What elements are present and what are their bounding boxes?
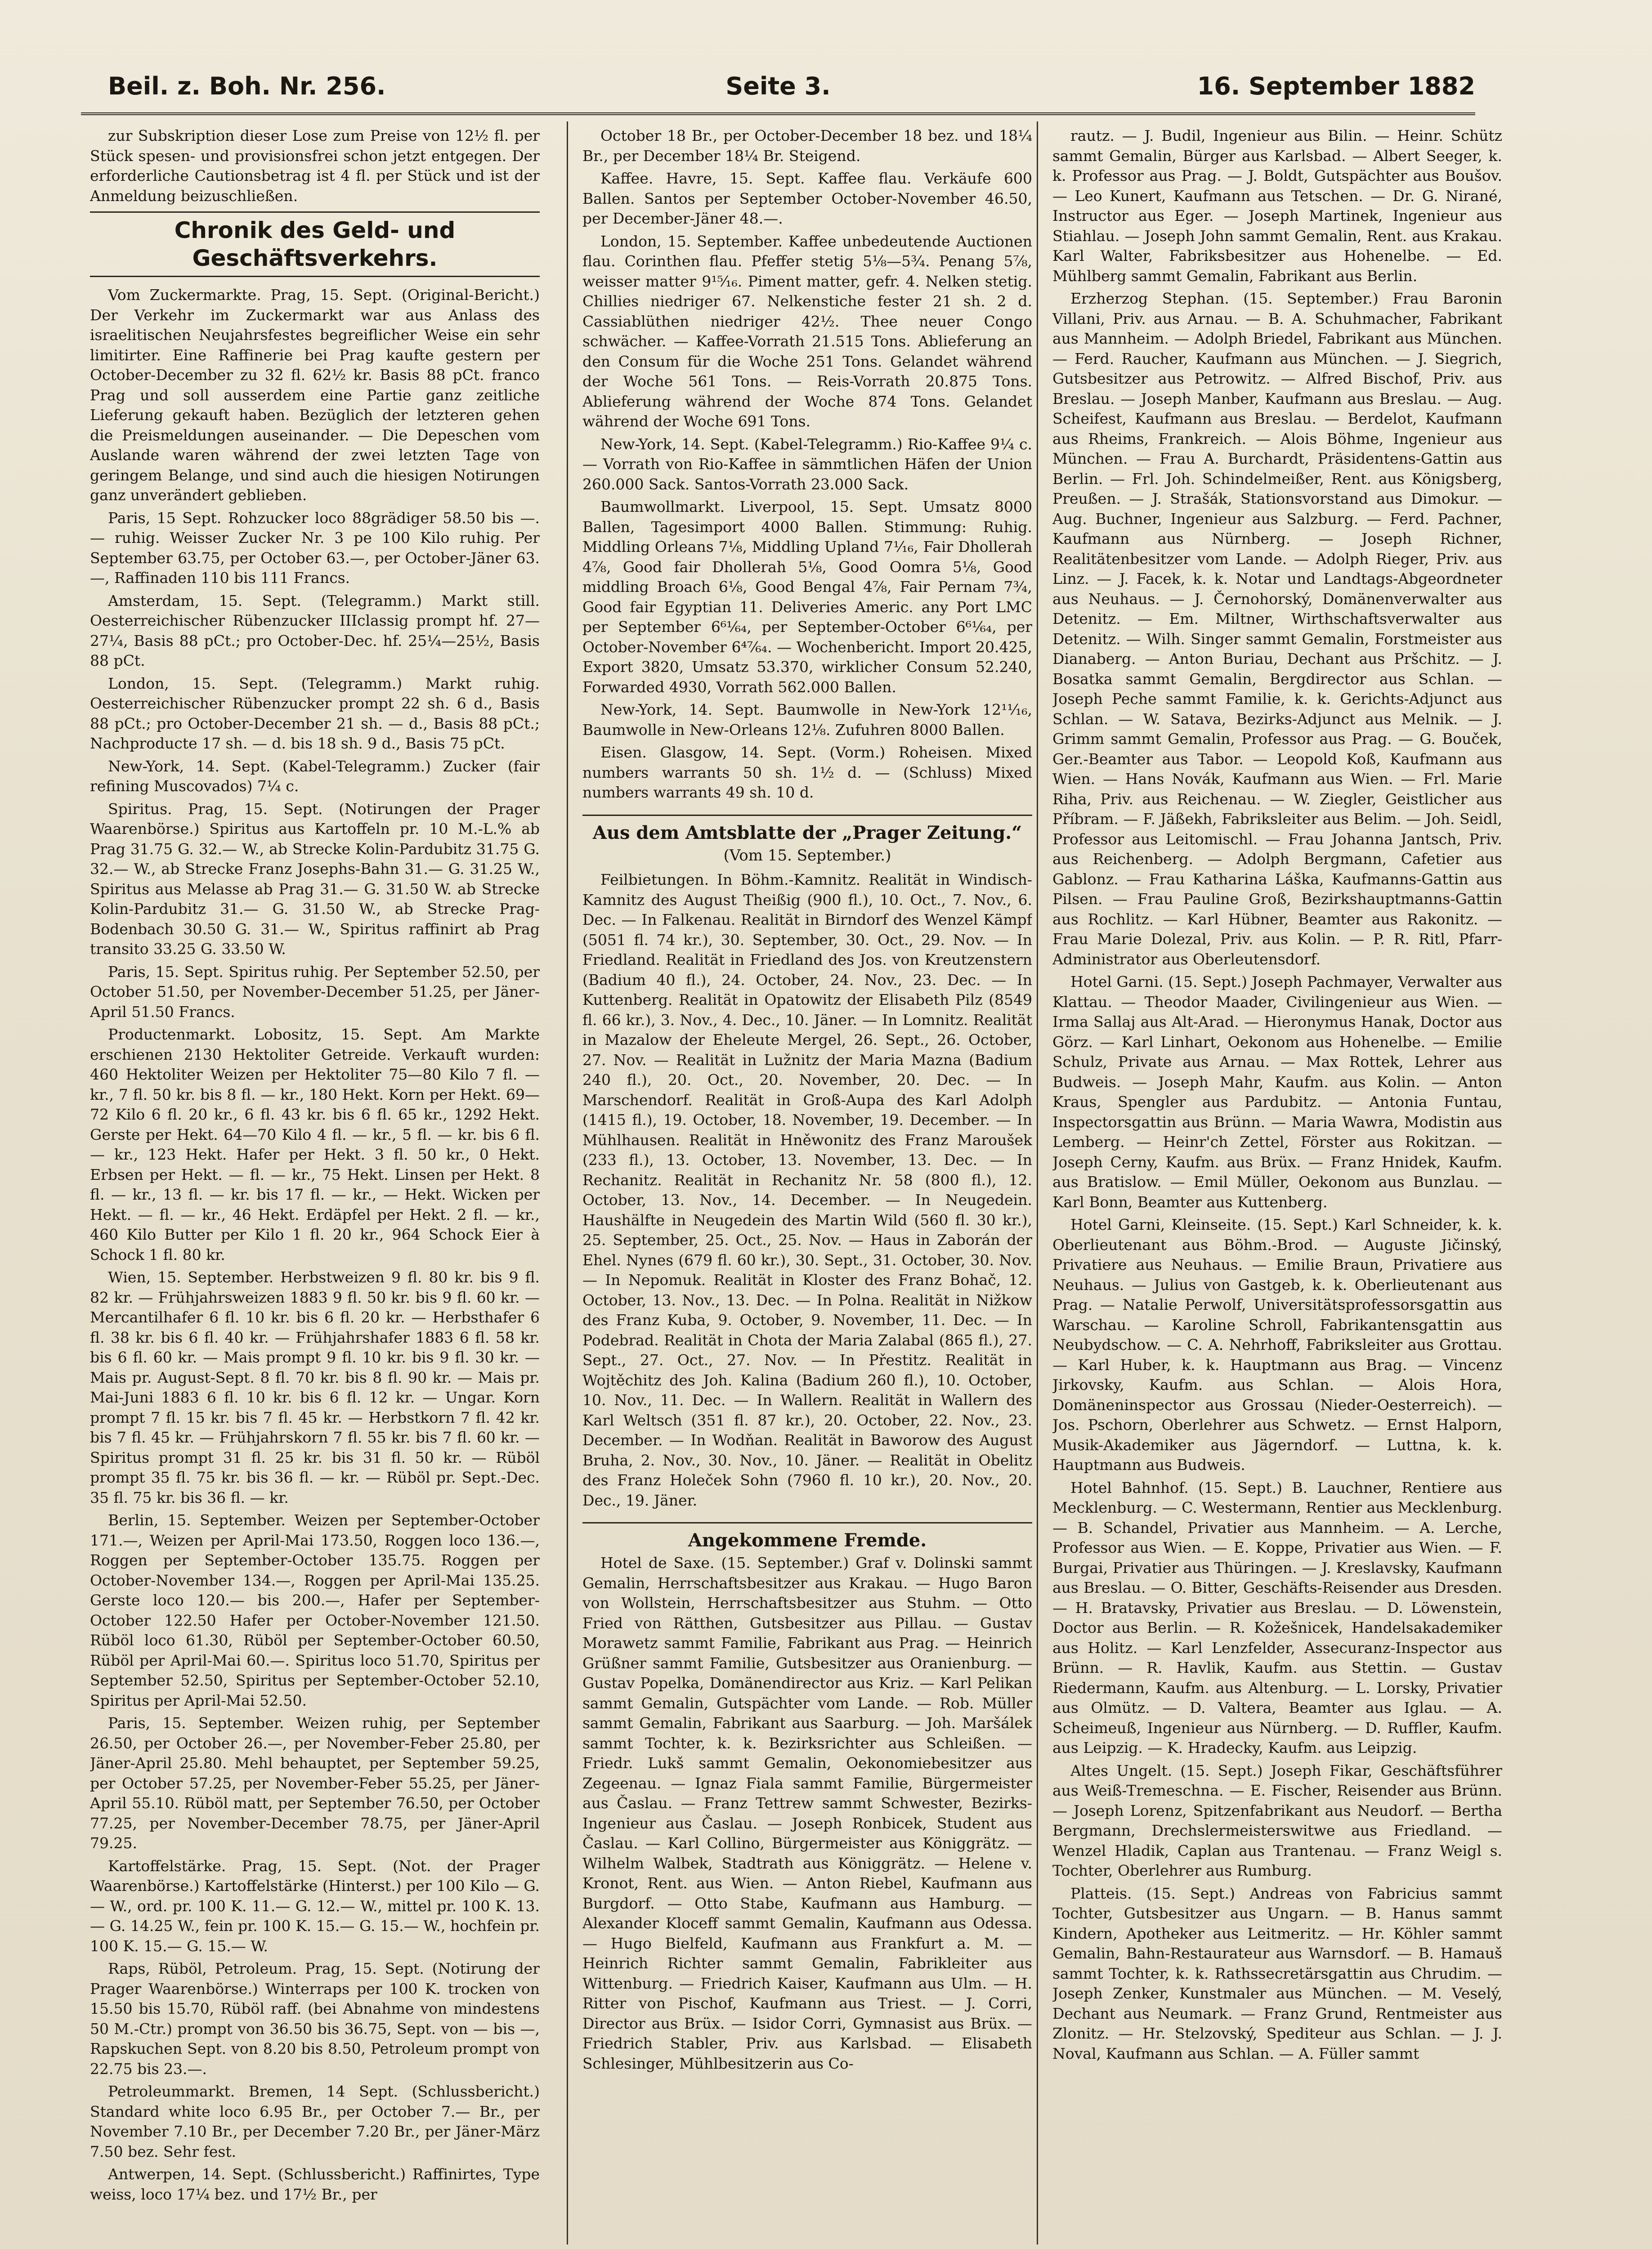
page-number: Seite 3.	[725, 72, 831, 100]
column-left	[90, 126, 540, 2240]
arrivals-hotel-bahnhof: Hotel Bahnhof. (15. Sept.) B. Lauchner, Rentiere aus Mecklenburg. — C. Westermann, Rentier aus Mecklenburg. — B. Schandel, Privatier aus Mannheim. — A. Lerche, Professor aus Wien. — E. Koppe, Privatier aus Wien. — F. Burgai, Privatier aus Thüringen. — J. Kreslavsky, Kaufmann aus Breslau. — O. Bitter, Geschäfts-Reisender aus Dresden. — H. Bratavsky, Privatier aus Breslau. — D. Löwenstein, Doctor aus Berlin. — R. Kožešnicek, Handelsakademiker aus Holitz. — Karl Lenzfelder, Assecuranz-Inspector aus Brünn. — R. Havlik, Kaufm. aus Stettin. — Gustav Riedermann, Kaufm. aus Altenburg. — L. Lorsky, Privatier aus Olmütz. — D. Valtera, Beamter aus Iglau. — A. Scheimeuß, Ingenieur aus Nürnberg. — D. Ruffler, Kaufm. aus Leipzig. — K. Hradecky, Kaufm. aus Leipzig.	[1052, 1478, 1502, 1756]
sugar-paris: Paris, 15 Sept. Rohzucker loco 88grädiger 58.50 bis —.— ruhig. Weisser Zucker Nr. 3 pe 100 Kilo ruhig. Per September 63.75, per October 63.—, per October-Jäner 63.—, Raffinaden 110 bis 111 Francs.	[90, 509, 540, 587]
produce-paris: Paris, 15. September. Weizen ruhig, per September 26.50, per October 26.—, per November-Feber 25.80, per Jäner-April 25.80. Mehl behauptet, per September 59.25, per October 57.25, per November-Feber 55.25, per Jäner-April 55.10. Rüböl matt, per September 76.50, per October 77.25, per November-December 78.75, per Jäner-April 79.25.	[90, 1714, 540, 1852]
arrivals-hotel-garni-kleinseite: Hotel Garni, Kleinseite. (15. Sept.) Karl Schneider, k. k. Oberlieutenant aus Böhm.-Brod. — Auguste Jičinský, Privatiere aus Neuhaus. — Emilie Braun, Privatiere aus Neuhaus. — Julius von Gastgeb, k. k. Oberlieutenant aus Prag. — Natalie Perwolf, Universitätsprofessorsgattin aus Warschau. — Karoline Schroll, Fabrikantensgattin aus Neubydschow. — C. A. Nehrhoff, Fabriksleiter aus Grottau. — Karl Huber, k. k. Hauptmann aus Brag. — Vincenz Jirkovsky, Kaufm. aus Schlan. — Alois Hora, Domäneninspector aus Grossau (Nieder-Oesterreich). — Jos. Pschorn, Oberlehrer aus Schwetz. — Ernst Halporn, Musik-Akademiker aus Jägerndorf. — Luttna, k. k. Hauptmann aus Budweis.	[1052, 1216, 1502, 1474]
coffee-havre: Kaffee. Havre, 15. Sept. Kaffee flau. Verkäufe 600 Ballen. Santos per September October-November 46.50, per December-Jäner 48.—.	[582, 170, 1032, 227]
petroleum-antwerp: Antwerpen, 14. Sept. (Schlussbericht.) Raffinirtes, Type weiss, loco 17¼ bez. und 17½ Br., per	[90, 2165, 540, 2203]
produce-berlin: Berlin, 15. September. Weizen per September-October 171.—, Weizen per April-Mai 173.50, Roggen loco 136.—, Roggen per September-October 135.75. Roggen per October-November 134.—, Roggen per April-Mai 135.25. Gerste loco 120.— bis 200.—, Hafer per September-October 122.50 Hafer per October-November 121.50. Rüböl loco 61.30, Rüböl per September-October 60.50, Rüböl per April-Mai 60.—. Spiritus loco 51.70, Spiritus per September 52.50, Spiritus per September-October 52.10, Spiritus per April-Mai 52.50.	[90, 1511, 540, 1709]
column-divider	[567, 121, 568, 2245]
issue-date: 16. September 1882	[1197, 72, 1475, 100]
page-header	[81, 63, 1475, 115]
column-divider	[1037, 121, 1038, 2245]
petroleum-antwerp-cont: October 18 Br., per October-December 18 bez. und 18¼ Br., per December 18¼ Br. Steigend.	[582, 127, 1032, 165]
column-middle	[582, 126, 1032, 2240]
sugar-market-prague: Vom Zuckermarkte. Prag, 15. Sept. (Original-Bericht.) Der Verkehr im Zuckermarkt war aus Anlass des israelitischen Neujahrsfestes begreiflicher Weise ein sehr limitirter. Eine Raffinerie bei Prag kaufte gestern per October-December zu 32 fl. 62½ kr. Basis 88 pCt. franco Prag und soll ausserdem eine Partie ganz zeitliche Lieferung gekauft haben. Bezüglich der letzteren gehen die Preismeldungen auseinander. — Die Depeschen vom Auslande waren während der zwei letzten Tage von geringem Belange, und sind auch die hiesigen Notirungen ganz unverändert geblieben.	[90, 286, 540, 504]
arrivals-altes-ungelt: Altes Ungelt. (15. Sept.) Joseph Fikar, Geschäftsführer aus Weiß-Tremeschna. — E. Fischer, Reisender aus Brünn. — Joseph Lorenz, Spitzenfabrikant aus Neudorf. — Bertha Bergmann, Drechslermeisterswitwe aus Friedland. — Wenzel Hladik, Caplan aus Trantenau. — Franz Weigl s. Tochter, Oberlehrer aus Rumburg.	[1052, 1761, 1502, 1879]
section-title-gazette: Aus dem Amtsblatte der „Prager Zeitung.“	[582, 815, 1032, 844]
arrivals-erzherzog-stephan: Erzherzog Stephan. (15. September.) Frau Baronin Villani, Priv. aus Arnau. — B. A. Schuhmacher, Fabrikant aus Mannheim. — Adolph Briedel, Fabrikant aus München. — Ferd. Raucher, Kaufmann aus München. — J. Siegrich, Gutsbesitzer aus Petrowitz. — Alfred Bischof, Priv. aus Breslau. — Joseph Manber, Kaufmann aus Breslau. — Aug. Scheifest, Kaufmann aus Breslau. — Berdelot, Kaufmann aus Rheims, Frankreich. — Alois Böhme, Ingenieur aus München. — Frau A. Burchardt, Präsidentens-Gattin aus Berlin. — Frl. Joh. Schindelmeißer, Rent. aus Königsberg, Preußen. — J. Strašák, Stationsvorstand aus Dimokur. — Aug. Buchner, Ingenieur aus Salzburg. — Ferd. Pachner, Kaufmann aus Nürnberg. — Joseph Richner, Realitätenbesitzer vom Lande. — Adolph Rieger, Priv. aus Linz. — J. Facek, k. k. Notar und Landtags-Abgeordneter aus Neuhaus. — J. Černohorský, Domänenverwalter aus Detenitz. — Em. Miltner, Wirthschaftsverwalter aus Detenitz. — Wilh. Singer sammt Gemalin, Forstmeister aus Dianaberg. — Anton Buriau, Dechant aus Pršchitz. — J. Bosatka sammt Gemalin, Bergdirector aus Schlan. — Joseph Peche sammt Familie, k. k. Gerichts-Adjunct aus Schlan. — W. Satava, Bezirks-Adjunct aus Melnik. — J. Grimm sammt Gemalin, Professor aus Prag. — G. Bouček, Ger.-Beamter aus Tabor. — Leopold Koß, Kaufmann aus Wien. — Hans Novák, Kaufmann aus Wien. — Frl. Marie Riha, Priv. aus Reichenau. — W. Ziegler, Geistlicher aus Příbram. — F. Jäßekh, Fabriksleiter aus Belim. — Joh. Seidl, Professor aus Leitomischl. — Frau Johanna Jantsch, Priv. aus Reichenberg. — Adolph Bergmann, Cafetier aus Gablonz. — Frau Katharina Láška, Kaufmanns-Gattin aus Pilsen. — Frau Pauline Groß, Bezirkshauptmanns-Gattin aus Rochlitz. — Karl Hübner, Beamter aus Rakonitz. — Frau Marie Dolezal, Priv. aus Kolin. — P. R. Ritl, Pfarr-Administrator aus Oberleutensdorf.	[1052, 290, 1502, 968]
arrivals-platteis: Platteis. (15. Sept.) Andreas von Fabricius sammt Tochter, Gutsbesitzer aus Ungarn. — B. Hanus sammt Kindern, Apotheker aus Leitmeritz. — Hr. Köhler sammt Gemalin, Bahn-Restaurateur aus Warnsdorf. — B. Hamauš sammt Tochter, k. k. Rathssecretärsgattin aus Chrudim. — Joseph Zenker, Kunstmaler aus München. — M. Veselý, Dechant aus Neumark. — Franz Grund, Rentmeister aus Zlonitz. — Hr. Stelzovský, Spediteur aus Schlan. — J. J. Noval, Kaufmann aus Schlan. — A. Füller sammt	[1052, 1884, 1502, 2062]
coffee-london: London, 15. September. Kaffee unbedeutende Auctionen flau. Corinthen flau. Pfeffer stetig 5⅛—5¾. Penang 5⅞, weisser matter 9¹⁵⁄₁₆. Piment matter, gefr. 4. Nelken stetig. Chillies niedriger 67. Nelkenstiche fester 21 sh. 2 d. Cassiablüthen niedriger 42½. Thee neuer Congo schwächer. — Kaffee-Vorrath 21.515 Tons. Ablieferung an den Consum für die Woche 251 Tons. Gelandet während der Woche 561 Tons. — Reis-Vorrath 20.875 Tons. Ablieferung während der Woche 874 Tons. Gelandet während der Woche 691 Tons.	[582, 232, 1032, 430]
sugar-amsterdam: Amsterdam, 15. Sept. (Telegramm.) Markt still. Oesterreichischer Rübenzucker IIIclassig prompt hf. 27—27¼, Basis 88 pCt.; pro October-Dec. hf. 25¼—25½, Basis 88 pCt.	[90, 591, 540, 669]
sugar-london: London, 15. Sept. (Telegramm.) Markt ruhig. Oesterreichischer Rübenzucker prompt 22 sh. 6 d., Basis 88 pCt.; pro October-December 21 sh. — d., Basis 88 pCt.; Nachproducte 17 sh. — d. bis 18 sh. 9 d., Basis 75 pCt.	[90, 674, 540, 752]
supplement-number: Beil. z. Boh. Nr. 256.	[108, 72, 386, 100]
spirits-prague: Spiritus. Prag, 15. Sept. (Notirungen der Prager Waarenbörse.) Spiritus aus Kartoffeln pr. 10 M.-L.% ab Prag 31.75 G. 32.— W., ab Strecke Kolin-Pardubitz 31.75 G. 32.— W., ab Strecke Franz Josephs-Bahn 31.— G. 31.25 W., Spiritus aus Melasse ab Prag 31.— G. 31.50 W. ab Strecke Kolin-Pardubitz 31.— G. 31.50 W., ab Strecke Prag-Bodenbach 30.50 G. 31.— W., Spiritus raffinirt ab Prag transito 33.25 G. 33.50 W.	[90, 800, 540, 958]
column-right	[1052, 126, 1502, 2240]
arrivals-hotel-de-saxe: Hotel de Saxe. (15. September.) Graf v. Dolinski sammt Gemalin, Herrschaftsbesitzer aus Krakau. — Hugo Baron von Wollstein, Herrschaftsbesitzer aus Stuhm. — Otto Fried von Rätthen, Gutsbesitzer aus Pillau. — Gustav Morawetz sammt Familie, Fabrikant aus Prag. — Heinrich Grüßner sammt Familie, Gutsbesitzer aus Oranienburg. — Gustav Popelka, Domänendirector aus Kriz. — Karl Pelikan sammt Gemalin, Gutspächter vom Lande. — Rob. Müller sammt Gemalin, Fabrikant aus Saarburg. — Joh. Maršálek sammt Tochter, k. k. Bezirksrichter aus Schleißen. — Friedr. Lukš sammt Gemalin, Oekonomiebesitzer aus Zegeenau. — Ignaz Fiala sammt Familie, Bürgermeister aus Časlau. — Franz Tettrew sammt Schwester, Bezirks-Ingenieur aus Časlau. — Joseph Ronbicek, Student aus Časlau. — Karl Collino, Bürgermeister aus Königgrätz. — Wilhelm Walbek, Stadtrath aus Königgrätz. — Helene v. Kronot, Rent. aus Wien. — Anton Riebel, Kaufmann aus Burgdorf. — Otto Stabe, Kaufmann aus Hamburg. — Alexander Kloceff sammt Gemalin, Kaufmann aus Odessa. — Hugo Bielfeld, Kaufmann aus Frankfurt a. M. — Heinrich Richter sammt Gemalin, Fabrikleiter aus Wittenburg. — Friedrich Kaiser, Kaufmann aus Ulm. — H. Ritter von Pischof, Kaufmann aus Triest. — J. Corri, Director aus Brüx. — Isidor Corri, Gymnasist aus Brüx. — Friedrich Stabler, Priv. aus Karlsbad. — Elisabeth Schlesinger, Mühlbesitzerin aus Co-	[582, 1554, 1032, 2072]
arrivals-hotel-de-saxe-cont: rautz. — J. Budil, Ingenieur aus Bilin. — Heinr. Schütz sammt Gemalin, Bürger aus Karlsbad. — Albert Seeger, k. k. Professor aus Prag. — J. Boldt, Gutspächter aus Boušov. — Leo Kunert, Kaufmann aus Tetschen. — Dr. G. Nirané, Instructor aus Eger. — Joseph Martinek, Ingenieur aus Stiahlau. — Joseph John sammt Gemalin, Rent. aus Krakau. Karl Walter, Fabriksbesitzer aus Hohenelbe. — Ed. Mühlberg sammt Gemalin, Fabrikant aus Berlin.	[1052, 127, 1502, 285]
section-subtitle-date: (Vom 15. September.)	[723, 846, 891, 865]
iron-glasgow: Eisen. Glasgow, 14. Sept. (Vorm.) Roheisen. Mixed numbers warrants 50 sh. 1½ d. — (Schluss) Mixed numbers warrants 49 sh. 10 d.	[582, 744, 1032, 801]
auctions-list: Feilbietungen. In Böhm.-Kamnitz. Realität in Windisch-Kamnitz des August Theißig (900 fl.), 10. Oct., 7. Nov., 6. Dec. — In Falkenau. Realität in Birndorf des Wenzel Kämpf (5051 fl. 74 kr.), 30. September, 30. Oct., 29. Nov. — In Friedland. Realität in Friedland des Jos. von Kreutzenstern (Badium 40 fl.), 24. October, 24. Nov., 23. Dec. — In Kuttenberg. Realität in Opatowitz der Elisabeth Pilz (8549 fl. 66 kr.), 3. Nov., 4. Dec., 10. Jäner. — In Lomnitz. Realität in Mazalow der Eheleute Mergel, 26. Sept., 26. October, 27. Nov. — Realität in Lužnitz der Maria Mazna (Badium 240 fl.), 20. Oct., 20. November, 20. Dec. — In Marschendorf. Realität in Groß-Aupa des Karl Adolph (1415 fl.), 19. October, 18. November, 19. December. — In Mühlhausen. Realität in Hněwonitz des Franz Maroušek (233 fl.), 13. October, 13. November, 13. Dec. — In Rechanitz. Realität in Rechanitz Nr. 58 (800 fl.), 12. October, 13. Nov., 14. December. — In Neugedein. Haushälfte in Neugedein des Martin Wild (560 fl. 30 kr.), 25. September, 25. Oct., 25. Nov. — Haus in Zaborán der Ehel. Nynes (679 fl. 60 kr.), 30. Sept., 31. October, 30. Nov. — In Nepomuk. Realität in Kloster des Franz Bohač, 12. October, 13. Nov., 13. Dec. — In Polna. Realität in Nižkow des Franz Kuba, 9. October, 9. November, 11. Dec. — In Podebrad. Realität in Chota der Maria Zalabal (865 fl.), 27. Sept., 27. Oct., 27. Nov. — In Přestitz. Realität in Wojtěchitz des Joh. Kalina (Badium 260 fl.), 10. October, 10. Nov., 11. Dec. — In Wallern. Realität in Wallern des Karl Weltsch (351 fl. 87 kr.), 20. October, 22. Nov., 23. December. — In Wodňan. Realität in Baworow des August Bruha, 2. Nov., 30. Nov., 10. Jäner. — Realität in Obelitz des Franz Holeček Sohn (7960 fl. 10 kr.), 20. Nov., 20. Dec., 19. Jäner.	[582, 871, 1032, 1509]
section-title-finance: Chronik des Geld- und Geschäftsverkehrs.	[90, 211, 540, 277]
produce-vienna: Wien, 15. September. Herbstweizen 9 fl. 80 kr. bis 9 fl. 82 kr. — Frühjahrsweizen 1883 9 fl. 50 kr. bis 9 fl. 60 kr. — Mercantilhafer 6 fl. 10 kr. bis 6 fl. 20 kr. — Herbsthafer 6 fl. 38 kr. bis 6 fl. 40 kr. — Frühjahrshafer 1883 6 fl. 58 kr. bis 6 fl. 60 kr. — Mais prompt 9 fl. 10 kr. bis 9 fl. 30 kr. — Mais pr. August-Sept. 8 fl. 70 kr. bis 8 fl. 90 kr. — Mais pr. Mai-Juni 1883 6 fl. 10 kr. bis 6 fl. 12 kr. — Ungar. Korn prompt 7 fl. 15 kr. bis 7 fl. 45 kr. — Herbstkorn 7 fl. 42 kr. bis 7 fl. 45 kr. — Frühjahrskorn 7 fl. 55 kr. bis 7 fl. 60 kr. — Spiritus prompt 31 fl. 25 kr. bis 31 fl. 50 kr. — Rüböl prompt 35 fl. 75 kr. bis 36 fl. — kr. — Rüböl pr. Sept.-Dec. 35 fl. 75 kr. bis 36 fl. — kr.	[90, 1268, 540, 1506]
potato-starch: Kartoffelstärke. Prag, 15. Sept. (Not. der Prager Waarenbörse.) Kartoffelstärke (Hinterst.) per 100 Kilo — G. — W., ord. pr. 100 K. 11.— G. 12.— W., mittel pr. 100 K. 13.— G. 14.25 W., fein pr. 100 K. 15.— G. 15.— W., hochfein pr. 100 K. 15.— G. 15.— W.	[90, 1857, 540, 1955]
arrivals-hotel-garni: Hotel Garni. (15. Sept.) Joseph Pachmayer, Verwalter aus Klattau. — Theodor Maader, Civilingenieur aus Wien. — Irma Sallaj aus Alt-Arad. — Hieronymus Hanak, Doctor aus Görz. — Karl Linhart, Oekonom aus Hohenelbe. — Emilie Schulz, Private aus Arnau. — Max Rottek, Lehrer aus Budweis. — Joseph Mahr, Kaufm. aus Kolin. — Anton Kraus, Spengler aus Pardubitz. — Antonia Funtau, Inspectorsgattin aus Brünn. — Maria Wawra, Modistin aus Lemberg. — Heinr'ch Zettel, Förster aus Rokitzan. — Joseph Cerny, Kaufm. aus Brüx. — Franz Hnidek, Kaufm. aus Bratislow. — Emil Müller, Oekonom aus Bunzlau. — Karl Bonn, Beamter aus Kuttenberg.	[1052, 973, 1502, 1211]
sugar-new-york: New-York, 14. Sept. (Kabel-Telegramm.) Zucker (fair refining Muscovados) 7¼ c.	[90, 757, 540, 795]
cotton-new-york: New-York, 14. Sept. Baumwolle in New-York 12¹¹⁄₁₆, Baumwolle in New-Orleans 12⅛. Zufuhren 8000 Ballen.	[582, 701, 1032, 739]
petroleum-bremen: Petroleummarkt. Bremen, 14 Sept. (Schlussbericht.) Standard white loco 6.95 Br., per October 7.— Br., per November 7.10 Br., per December 7.20 Br., per Jäner-März 7.50 bez. Sehr fest.	[90, 2083, 540, 2160]
produce-lobositz: Productenmarkt. Lobositz, 15. Sept. Am Markte erschienen 2130 Hektoliter Getreide. Verkauft wurden: 460 Hektoliter Weizen per Hektoliter 75—80 Kilo 7 fl. — kr., 7 fl. 50 kr. bis 8 fl. — kr., 180 Hekt. Korn per Hekt. 69—72 Kilo 6 fl. 20 kr., 6 fl. 43 kr. bis 6 fl. 65 kr., 1292 Hekt. Gerste per Hekt. 64—70 Kilo 4 fl. — kr., 5 fl. — kr. bis 6 fl. — kr., 123 Hekt. Hafer per Hekt. 3 fl. 50 kr., 0 Hekt. Erbsen per Hekt. — fl. — kr., 75 Hekt. Linsen per Hekt. 8 fl. — kr., 13 fl. — kr. bis 17 fl. — kr., — Hekt. Wicken per Hekt. — fl. — kr., 46 Hekt. Erdäpfel per Hekt. 2 fl. — kr., 460 Kilo Butter per Kilo 1 fl. 20 kr., 964 Schock Eier à Schock 1 fl. 80 kr.	[90, 1026, 540, 1263]
coffee-new-york: New-York, 14. Sept. (Kabel-Telegramm.) Rio-Kaffee 9¼ c. — Vorrath von Rio-Kaffee in sämmtlichen Häfen der Union 260.000 Sack. Santos-Vorrath 23.000 Sack.	[582, 435, 1032, 493]
rapeseed-oil-petroleum: Raps, Rüböl, Petroleum. Prag, 15. Sept. (Notirung der Prager Waarenbörse.) Winterraps per 100 K. trocken von 15.50 bis 15.70, Rüböl raff. (bei Abnahme von mindestens 50 M.-Ctr.) prompt von 36.50 bis 36.75, Sept. von — bis —, Rapskuchen Sept. von 8.20 bis 8.50, Petroleum prompt von 22.75 bis 23.—.	[90, 1960, 540, 2078]
cotton-liverpool: Baumwollmarkt. Liverpool, 15. Sept. Umsatz 8000 Ballen, Tagesimport 4000 Ballen. Stimmung: Ruhig. Middling Orleans 7⅛, Middling Upland 7¹⁄₁₆, Fair Dhollerah 4⅞, Good fair Dhollerah 5⅛, Good Oomra 5⅛, Good middling Broach 6⅛, Good Bengal 4⅞, Fair Pernam 7¾, Good fair Egyptian 11. Deliveries Americ. any Port LMC per September 6⁶¹⁄₆₄, per September-October 6⁶¹⁄₆₄, per October-November 6⁴⁷⁄₆₄. — Wochenbericht. Import 20.425, Export 3820, Umsatz 53.370, wirklicher Consum 52.240, Forwarded 4930, Vorrath 562.000 Ballen.	[582, 498, 1032, 696]
section-title-arrivals: Angekommene Fremde.	[582, 1522, 1032, 1551]
spirits-paris: Paris, 15. Sept. Spiritus ruhig. Per September 52.50, per October 51.50, per November-December 51.25, per Jäner-April 51.50 Francs.	[90, 963, 540, 1021]
subscription-notice: zur Subskription dieser Lose zum Preise von 12½ fl. per Stück spesen- und provisionsfrei schon jetzt entgegen. Der erforderliche Cautionsbetrag ist 4 fl. per Stück und ist der Anmeldung beizuschließen.	[90, 127, 540, 205]
